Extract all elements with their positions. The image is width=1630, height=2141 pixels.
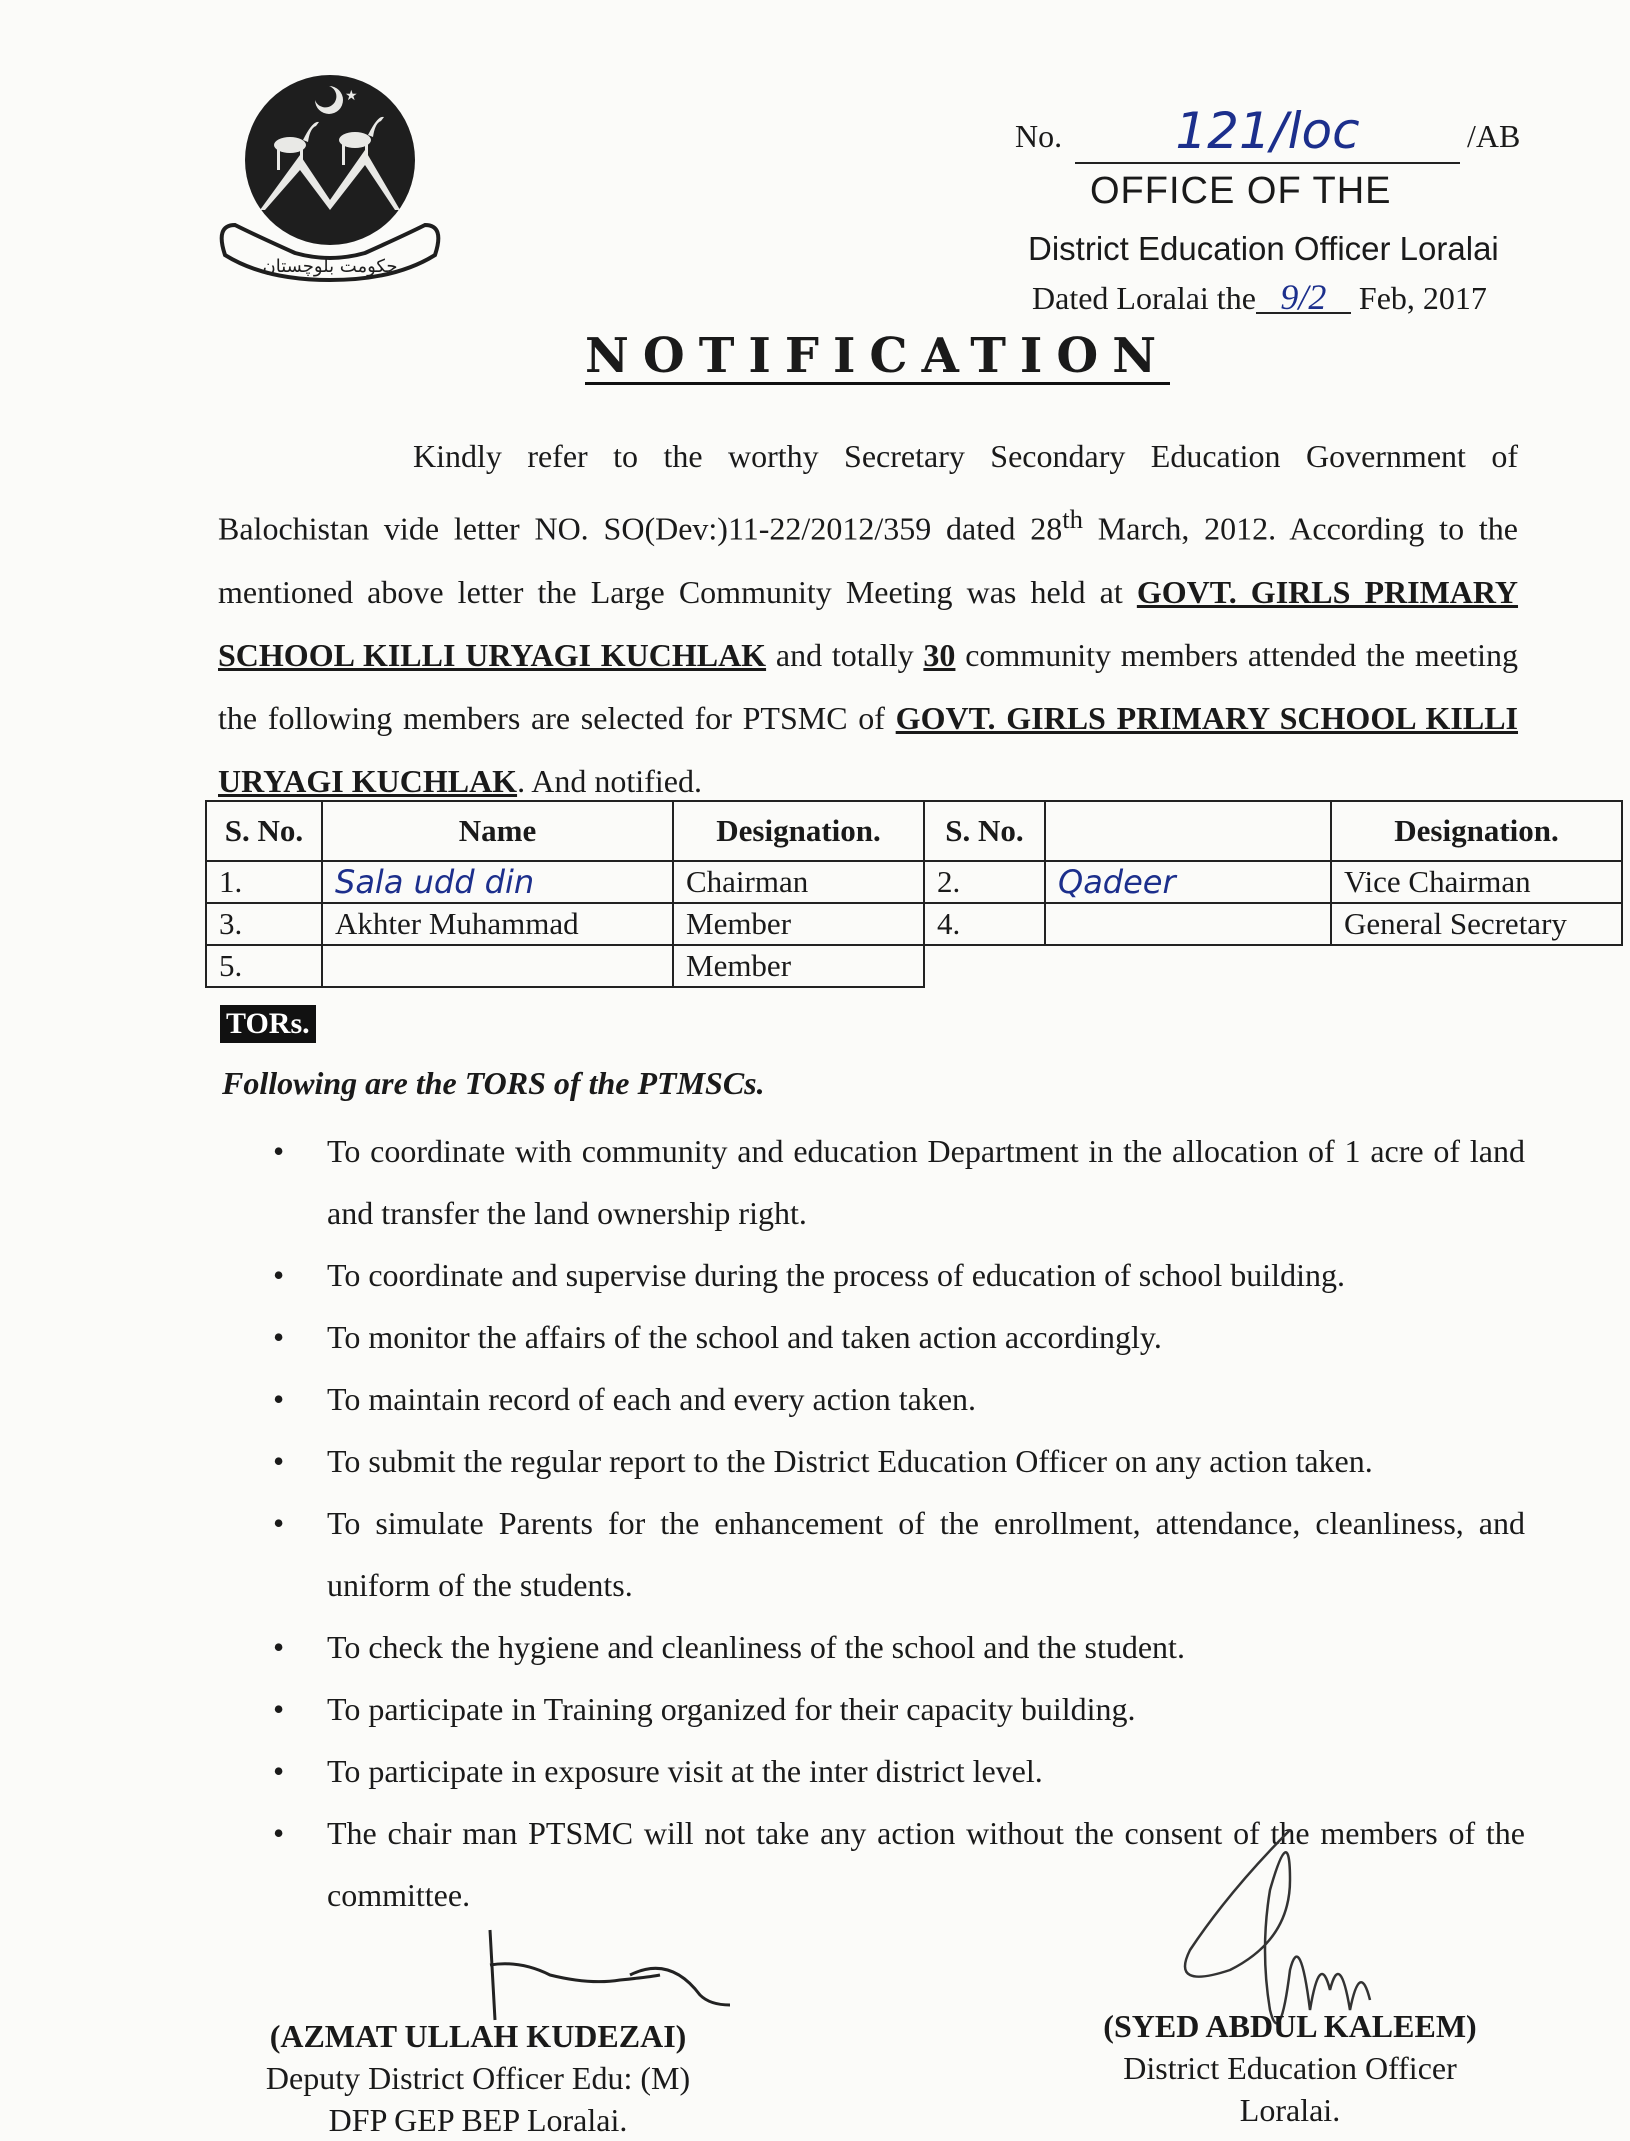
handwritten-name: Qadeer bbox=[1045, 861, 1331, 903]
school-name-1: GOVT. GIRLS PRIMARY SCHOOL KILLI URYAGI KUCHLAK bbox=[218, 573, 1519, 673]
list-item: • To maintain record of each and every action taken. bbox=[265, 1368, 1525, 1430]
no-suffix: /AB bbox=[1467, 118, 1521, 154]
bullet-icon: • bbox=[273, 1753, 285, 1789]
bullet-icon: • bbox=[273, 1505, 285, 1541]
balochistan-emblem bbox=[205, 60, 455, 290]
dated-day: 9/2 bbox=[1256, 282, 1351, 314]
signatory-right bbox=[1070, 2005, 1510, 2131]
no-value: 121/loc bbox=[1075, 100, 1460, 164]
tors-list bbox=[265, 1120, 1525, 1926]
bullet-icon: • bbox=[273, 1319, 285, 1355]
signatory-left bbox=[228, 2015, 728, 2141]
attendance-count: 30 bbox=[923, 636, 956, 673]
list-item: • To simulate Parents for the enhancement of the enrollment, attendance, cleanliness, and uniform of the students. bbox=[265, 1492, 1525, 1616]
table-header-row bbox=[206, 801, 1622, 861]
bullet-icon: • bbox=[273, 1133, 285, 1169]
signatory-left-title: Deputy District Officer Edu: (M) bbox=[265, 2060, 691, 2096]
reference-number bbox=[1015, 102, 1521, 172]
list-item: • To participate in exposure visit at the inter district level. bbox=[265, 1740, 1525, 1802]
col-sno-2: S. No. bbox=[924, 801, 1045, 861]
body-paragraph bbox=[218, 425, 1518, 813]
col-name-2 bbox=[1045, 801, 1331, 861]
table-row: 1. Sala udd din Chairman 2. Qadeer Vice Chairman bbox=[206, 861, 1622, 903]
table-row: 3. Akhter Muhammad Member 4. General Secretary bbox=[206, 903, 1622, 945]
bullet-icon: • bbox=[273, 1381, 285, 1417]
office-heading: OFFICE OF THE bbox=[1090, 170, 1392, 212]
signatory-right-place: Loralai. bbox=[1239, 2092, 1341, 2128]
no-label: No. bbox=[1015, 118, 1063, 154]
col-designation: Designation. bbox=[673, 801, 924, 861]
members-table bbox=[205, 800, 1623, 988]
list-item: • The chair man PTSMC will not take any action without the consent of the members of the committee. bbox=[265, 1802, 1525, 1926]
signatory-left-name: (AZMAT ULLAH KUDEZAI) bbox=[269, 2018, 687, 2054]
tors-heading: Following are the TORS of the PTMSCs. bbox=[222, 1065, 765, 1101]
list-item: • To participate in Training organized for their capacity building. bbox=[265, 1678, 1525, 1740]
emblem-scroll-text: حکومت بلوچستان bbox=[262, 256, 398, 277]
list-item: • To coordinate with community and education Department in the allocation of 1 acre of land and transfer the land ownership right. bbox=[265, 1120, 1525, 1244]
signatory-right-name: (SYED ABDUL KALEEM) bbox=[1103, 2008, 1477, 2044]
signatory-left-org: DFP GEP BEP Loralai. bbox=[328, 2102, 628, 2138]
deo-heading: District Education Officer Loralai bbox=[1028, 230, 1499, 267]
school-name-2: GOVT. GIRLS PRIMARY SCHOOL KILLI URYAGI KUCHLAK bbox=[218, 699, 1519, 799]
bullet-icon: • bbox=[273, 1815, 285, 1851]
list-item: • To coordinate and supervise during the process of education of school building. bbox=[265, 1244, 1525, 1306]
col-name: Name bbox=[322, 801, 673, 861]
col-designation-2: Designation. bbox=[1331, 801, 1622, 861]
col-sno: S. No. bbox=[206, 801, 322, 861]
dated-prefix: Dated Loralai the bbox=[1032, 280, 1256, 316]
tors-tag: TORs. bbox=[220, 1005, 316, 1043]
bullet-icon: • bbox=[273, 1691, 285, 1727]
bullet-icon: • bbox=[273, 1629, 285, 1665]
list-item: • To monitor the affairs of the school and taken action accordingly. bbox=[265, 1306, 1525, 1368]
svg-text:★: ★ bbox=[345, 88, 358, 104]
handwritten-name: Sala udd din bbox=[322, 861, 673, 903]
table-row: 5. Member bbox=[206, 945, 1622, 987]
list-item: • To check the hygiene and cleanliness of the school and the student. bbox=[265, 1616, 1525, 1678]
bullet-icon: • bbox=[273, 1443, 285, 1479]
notification-title: NOTIFICATION bbox=[585, 328, 1171, 384]
body-text: Kindly refer to the worthy Secretary Secondary Education Government of Balochistan vide letter NO. SO(Dev:)11-22/2012/359 dated 28th March, 2012. According to the mentioned above letter the Large Community Meeting was held at GOVT. GIRLS PRIMARY SCHOOL KILLI URYAGI KUCHLAK and totally 30 community members attended the meeting the following members are selected for PTSMC of GOVT. GIRLS PRIMARY SCHOOL KILLI URYAGI KUCHLAK. And notified. bbox=[218, 438, 1519, 799]
bullet-icon: • bbox=[273, 1257, 285, 1293]
dated-suffix: Feb, 2017 bbox=[1358, 280, 1487, 316]
signatory-right-title: District Education Officer bbox=[1123, 2050, 1457, 2086]
dated-line bbox=[1032, 277, 1487, 317]
list-item: • To submit the regular report to the District Education Officer on any action taken. bbox=[265, 1430, 1525, 1492]
